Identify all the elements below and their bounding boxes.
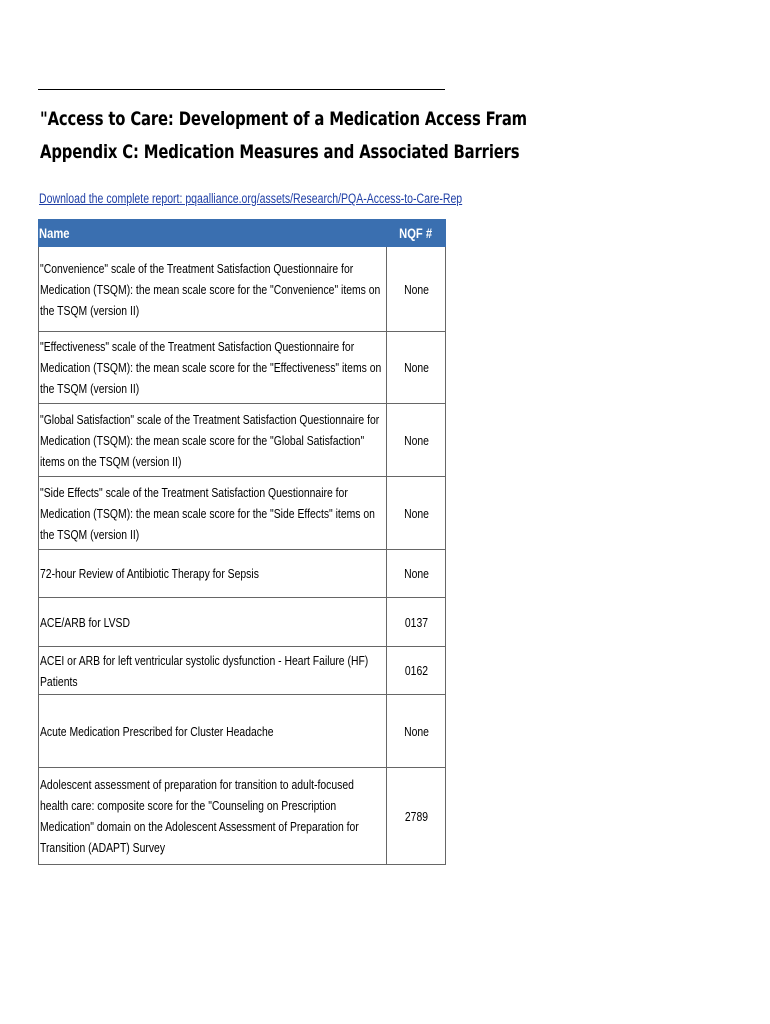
nqf-number: None (387, 550, 446, 598)
table-row (39, 550, 446, 598)
nqf-number: None (387, 404, 446, 477)
column-header-nqf: NQF # (387, 220, 446, 247)
table-row (39, 768, 446, 865)
measure-name: Acute Medication Prescribed for Cluster Headache (39, 695, 387, 768)
download-report-link[interactable]: Download the complete report: pqaalliance.org/assets/Research/PQA-Access-to-Care-Rep (39, 191, 463, 206)
appendix-title: Appendix C: Medication Measures and Associated Barriers (40, 141, 520, 163)
measure-name: "Convenience" scale of the Treatment Satisfaction Questionnaire for Medication (TSQM): the mean scale score for the "Convenience" items on the TSQM (version II) (39, 247, 387, 332)
table-row (39, 332, 446, 404)
column-header-name: Name (39, 220, 387, 247)
measure-name: "Global Satisfaction" scale of the Treatment Satisfaction Questionnaire for Medication (TSQM): the mean scale score for the "Global Satisfaction" items on the TSQM (version II) (39, 404, 387, 477)
measure-name: ACE/ARB for LVSD (39, 598, 387, 647)
measure-name: ACEI or ARB for left ventricular systolic dysfunction - Heart Failure (HF) Patients (39, 647, 387, 695)
top-border (38, 89, 445, 90)
table-row (39, 647, 446, 695)
nqf-number: None (387, 247, 446, 332)
measure-name: "Side Effects" scale of the Treatment Satisfaction Questionnaire for Medication (TSQM): the mean scale score for the "Side Effects" items on the TSQM (version II) (39, 477, 387, 550)
table-row (39, 404, 446, 477)
nqf-number: 0137 (387, 598, 446, 647)
report-title: "Access to Care: Development of a Medication Access Fram (40, 108, 527, 130)
nqf-number: 2789 (387, 768, 446, 865)
table-header-row (39, 220, 446, 247)
nqf-number: 0162 (387, 647, 446, 695)
measures-table (38, 219, 446, 865)
measure-name: 72-hour Review of Antibiotic Therapy for Sepsis (39, 550, 387, 598)
table-row (39, 247, 446, 332)
measure-name: Adolescent assessment of preparation for transition to adult-focused health care: composite score for the "Counseling on Prescription Medication" domain on the Adolescent Assessment of Preparation for Transition (ADAPT) Survey (39, 768, 387, 865)
table-row (39, 695, 446, 768)
table-row (39, 598, 446, 647)
table-row (39, 477, 446, 550)
spreadsheet-page (38, 89, 527, 879)
nqf-number: None (387, 332, 446, 404)
nqf-number: None (387, 477, 446, 550)
nqf-number: None (387, 695, 446, 768)
measure-name: "Effectiveness" scale of the Treatment Satisfaction Questionnaire for Medication (TSQM): the mean scale score for the "Effectiveness" items on the TSQM (version II) (39, 332, 387, 404)
